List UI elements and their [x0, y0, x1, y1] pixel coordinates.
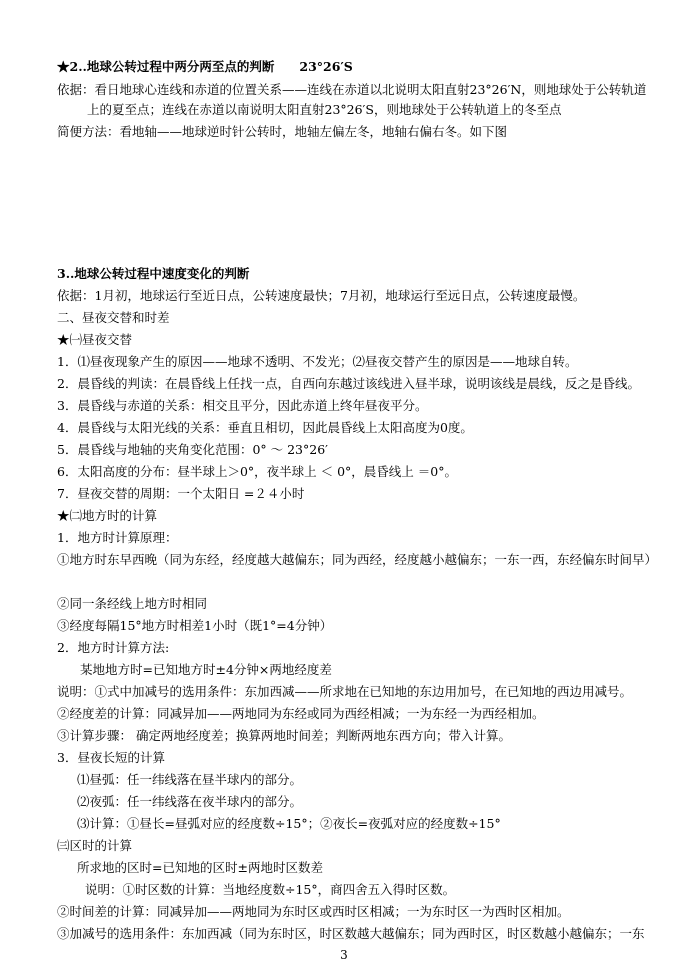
list-item: ①地方时东早西晚（同为东经，经度越大越偏东；同为西经，经度越小越偏东；一东一西，东经偏东时间早）: [57, 552, 658, 567]
subsection-heading: ㈢区时的计算: [57, 838, 133, 853]
list-item: ⑵夜弧：任一纬线落在夜半球内的部分。: [77, 794, 303, 809]
page-number: 3: [340, 948, 348, 962]
list-item: ③计算步骤： 确定两地经度差；换算两地时间差；判断两地东西方向；带入计算。: [57, 728, 511, 743]
paragraph-line: 依据：1月初，地球运行至近日点，公转速度最快；7月初，地球运行至远日点，公转速度最慢。: [57, 288, 586, 303]
list-item: 2．晨昏线的判读：在晨昏线上任找一点，自西向东越过该线进入昼半球，说明该线是晨线，反之是昏线。: [57, 376, 640, 391]
formula-line: 某地地方时=已知地方时±4分钟×两地经度差: [80, 662, 332, 677]
list-item: 4．晨昏线与太阳光线的关系：垂直且相切，因此晨昏线上太阳高度为0度。: [57, 420, 473, 435]
heading-solstice-equinox: ★2..地球公转过程中两分两至点的判断 23°26′S: [57, 59, 353, 74]
paragraph-line: 依据：看日地球心连线和赤道的位置关系——连线在赤道以北说明太阳直射23°26′N，则地球处于公转轨道: [57, 82, 647, 97]
list-item: 7．昼夜交替的周期：一个太阳日 =２４小时: [57, 486, 305, 501]
list-item: 1．地方时计算原理：: [57, 530, 178, 545]
subsection-heading: ★㈠昼夜交替: [57, 332, 133, 347]
list-item: ⑶计算：①昼长=昼弧对应的经度数÷15°；②夜长=夜弧对应的经度数÷15°: [77, 816, 501, 831]
heading-speed-change: 3..地球公转过程中速度变化的判断: [57, 266, 250, 281]
list-item: 3．昼夜长短的计算: [57, 750, 165, 765]
list-item: 5．晨昏线与地轴的夹角变化范围：0° ～ 23°26′: [57, 442, 329, 457]
list-item: ③加减号的选用条件：东加西减（同为东时区，时区数越大越偏东；同为西时区，时区数越小越偏东；一东: [57, 926, 645, 941]
list-item: 2．地方时计算方法:: [57, 640, 170, 655]
subsection-heading: ★㈡地方时的计算: [57, 508, 158, 523]
list-item: ②经度差的计算：同减异加——两地同为东经或同为西经相减；一为东经一为西经相加。: [57, 706, 545, 721]
list-item: 说明：①式中加减号的选用条件：东加西减——所求地在已知地的东边用加号，在已知地的西边用减号。: [57, 684, 633, 699]
paragraph-line: 简便方法：看地轴——地球逆时针公转时，地轴左偏左冬，地轴右偏右冬。如下图: [57, 124, 508, 139]
list-item: 说明：①时区数的计算：当地经度数÷15°，商四舍五入得时区数。: [85, 882, 456, 897]
list-item: ②时间差的计算：同减异加——两地同为东时区或西时区相减；一为东时区一为西时区相加。: [57, 904, 570, 919]
list-item: ③经度每隔15°地方时相差1小时（既1°=4分钟）: [57, 618, 333, 633]
list-item: 1．⑴昼夜现象产生的原因——地球不透明、不发光；⑵昼夜交替产生的原因是——地球自转。: [57, 354, 578, 369]
section-heading: 二、昼夜交替和时差: [57, 310, 170, 325]
list-item: ⑴昼弧：任一纬线落在昼半球内的部分。: [77, 772, 303, 787]
paragraph-line: 上的夏至点；连线在赤道以南说明太阳直射23°26′S，则地球处于公转轨道上的冬至点: [87, 102, 562, 117]
list-item: 3．晨昏线与赤道的关系：相交且平分，因此赤道上终年昼夜平分。: [57, 398, 428, 413]
formula-line: 所求地的区时=已知地的区时±两地时区数差: [77, 860, 323, 875]
list-item: 6．太阳高度的分布：昼半球上＞0°，夜半球上 ＜ 0°，晨昏线上 ＝0°。: [57, 464, 457, 479]
list-item: ②同一条经线上地方时相同: [57, 596, 208, 611]
